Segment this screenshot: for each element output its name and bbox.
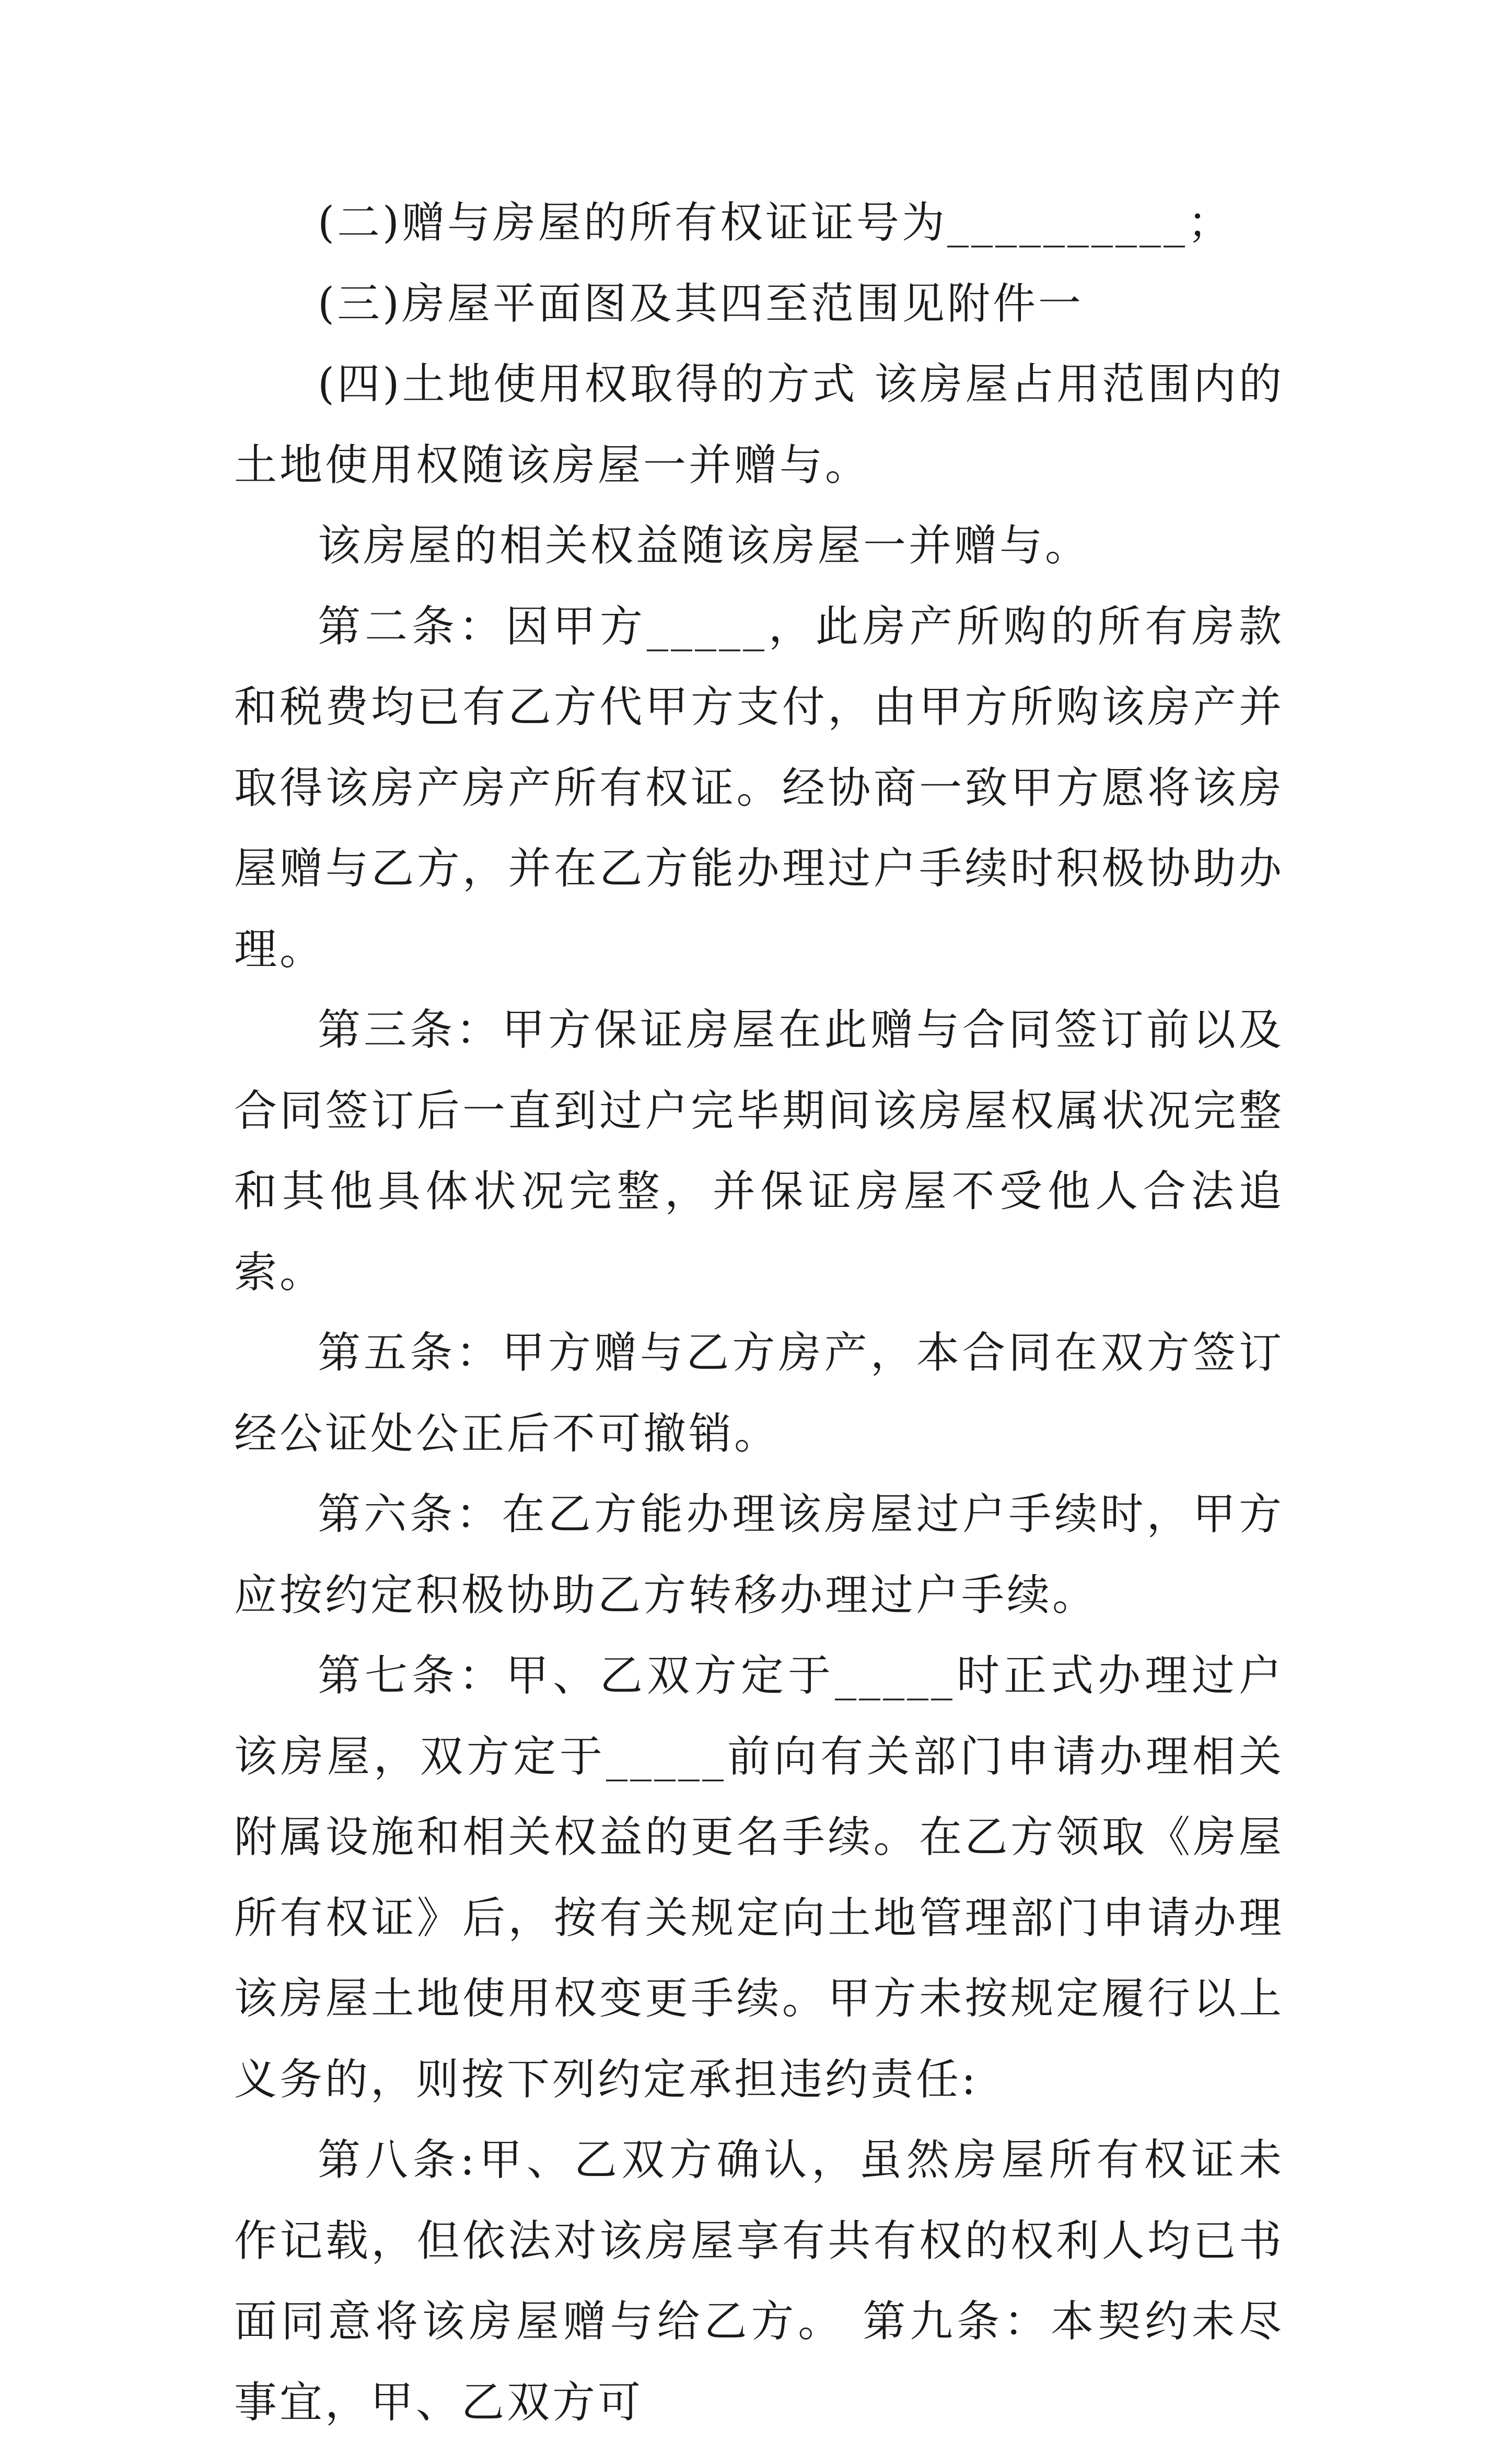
paragraph-clause-3: (三)房屋平面图及其四至范围见附件一 bbox=[318, 278, 1084, 329]
paragraph-article-6: 第六条：在乙方能办理该房屋过户手续时，甲方应按约定积极协助乙方转移办理过户手续。 bbox=[234, 1490, 1284, 1620]
paragraph-article-8-9: 第八条:甲、乙双方确认，虽然房屋所有权证未作记载，但依法对该房屋享有共有权的权利人均已书面同意将该房屋赠与给乙方。 第九条：本契约未尽事宜，甲、乙双方可 bbox=[234, 2135, 1284, 2427]
paragraph-article-3: 第三条：甲方保证房屋在此赠与合同签订前以及合同签订后一直到过户完毕期间该房屋权属状况完整和其他具体状况完整，并保证房屋不受他人合法追索。 bbox=[234, 1005, 1284, 1297]
paragraph-article-7: 第七条：甲、乙双方定于_____时正式办理过户该房屋，双方定于_____前向有关部门申请办理相关附属设施和相关权益的更名手续。在乙方领取《房屋所有权证》后，按有关规定向土地管理部门申请办理该房屋土地使用权变更手续。甲方未按规定履行以上义务的，则按下列约定承担违约责任: bbox=[234, 1651, 1284, 2104]
paragraph-related-rights: 该房屋的相关权益随该房屋一并赠与。 bbox=[318, 521, 1091, 571]
paragraph-article-2: 第二条：因甲方_____，此房产所购的所有房款和税费均已有乙方代甲方支付，由甲方所购该房产并取得该房产房产所有权证。经协商一致甲方愿将该房屋赠与乙方，并在乙方能办理过户手续时积极协助办理。 bbox=[234, 601, 1284, 974]
paragraph-clause-4: (四)土地使用权取得的方式 该房屋占用范围内的土地使用权随该房屋一并赠与。 bbox=[234, 359, 1284, 490]
paragraph-article-5: 第五条：甲方赠与乙方房产，本合同在双方签订经公证处公正后不可撤销。 bbox=[234, 1328, 1284, 1459]
document-body bbox=[234, 183, 1284, 2443]
paragraph-clause-2: (二)赠与房屋的所有权证证号为__________； bbox=[318, 198, 1233, 248]
